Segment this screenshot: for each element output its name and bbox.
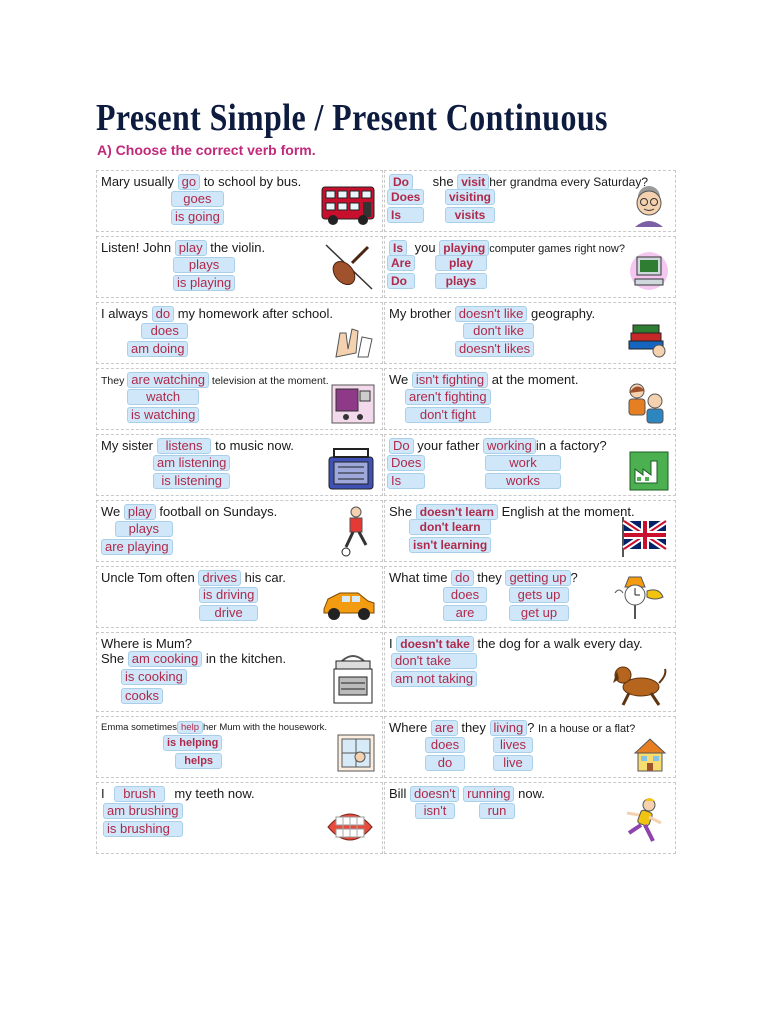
sentence-text: We: [101, 504, 121, 519]
sentence-text: your father: [417, 438, 480, 453]
sentence-text: Mary usually: [101, 174, 174, 189]
answer-option[interactable]: doesn't: [410, 786, 460, 802]
answer-option[interactable]: run: [479, 803, 515, 819]
exercise-cell: [96, 170, 383, 232]
answer-option[interactable]: visits: [445, 207, 495, 223]
sentence-text: in a factory?: [535, 438, 607, 453]
answer-option[interactable]: am cooking: [128, 651, 202, 667]
hands-icon: [332, 323, 376, 359]
answer-option[interactable]: is listening: [153, 473, 230, 489]
exercise-cell: [384, 434, 676, 496]
footballer-icon: [336, 505, 376, 557]
exercise-cell: [96, 500, 383, 562]
exercise-cell: [96, 368, 383, 430]
answer-option[interactable]: do: [451, 570, 473, 586]
answer-option[interactable]: don't take: [391, 653, 477, 669]
runner-icon: [613, 795, 669, 849]
sentence-text: they: [461, 720, 486, 735]
sentence-text: my teeth now.: [174, 786, 255, 801]
radio-icon: [326, 445, 376, 491]
uk-flag-icon: [621, 517, 669, 557]
answer-option[interactable]: doesn't take: [396, 636, 474, 652]
sentence-text: football on Sundays.: [159, 504, 278, 519]
answer-option[interactable]: does: [443, 587, 487, 603]
sentence-text: television at the moment.: [211, 375, 329, 387]
sentence-text: at the moment.: [491, 372, 579, 387]
answer-option[interactable]: don't learn: [409, 519, 491, 535]
answer-option[interactable]: is going: [171, 209, 224, 225]
exercise-cell: [384, 632, 676, 712]
exercise-cell: [96, 782, 383, 854]
sentence-text: her Mum with the housework.: [202, 722, 328, 733]
bus-icon: [320, 183, 376, 227]
answer-option[interactable]: is watching: [127, 407, 199, 423]
sentence-text: ?: [527, 720, 535, 735]
teeth-icon: [324, 805, 376, 849]
kids-fighting-icon: [623, 381, 669, 425]
answer-option[interactable]: plays: [115, 521, 173, 537]
answer-option[interactable]: does: [425, 737, 465, 753]
sentence-text: She: [101, 651, 125, 666]
exercise-cell: [384, 782, 676, 854]
answer-option[interactable]: get up: [509, 605, 569, 621]
answer-option[interactable]: lives: [493, 737, 533, 753]
answer-option[interactable]: are watching: [127, 372, 209, 388]
exercise-cell: [384, 500, 676, 562]
stove-icon: [330, 651, 376, 707]
answer-option[interactable]: visit: [457, 174, 489, 190]
sentence-text: the dog for a walk every day.: [477, 636, 643, 651]
sentence-text: now.: [518, 786, 545, 801]
page-title: Present Simple / Present Continuous: [96, 97, 608, 139]
answer-option[interactable]: brush: [114, 786, 165, 802]
answer-option[interactable]: do: [152, 306, 174, 322]
sentence-text: they: [477, 570, 502, 585]
answer-option[interactable]: play: [124, 504, 156, 520]
exercise-cell: [96, 566, 383, 628]
answer-option[interactable]: isn't learning: [409, 537, 491, 553]
answer-option[interactable]: doesn't likes: [455, 341, 534, 357]
answer-option[interactable]: is brushing: [103, 821, 183, 837]
car-icon: [320, 585, 376, 623]
computer-icon: [629, 249, 669, 293]
house-icon: [631, 735, 669, 773]
books-icon: [625, 319, 669, 359]
sentence-text: Listen! John: [101, 240, 172, 255]
answer-option[interactable]: drives: [198, 570, 241, 586]
sentence-text: In a house or a flat?: [538, 723, 636, 735]
answer-option[interactable]: Is: [387, 207, 424, 223]
sentence-text: She: [389, 504, 413, 519]
answer-option[interactable]: drive: [199, 605, 258, 621]
answer-option[interactable]: playing: [439, 240, 489, 256]
sentence-text: to music now.: [215, 438, 294, 453]
answer-option[interactable]: Does: [387, 189, 424, 205]
answer-option[interactable]: isn't fighting: [412, 372, 488, 388]
answer-option[interactable]: work: [485, 455, 561, 471]
sentence-text: Emma sometimes: [101, 722, 178, 733]
answer-option[interactable]: help: [177, 721, 203, 734]
sentence-text: They: [101, 375, 125, 387]
sentence-text: I: [389, 636, 393, 651]
clock-icon: [611, 573, 669, 623]
dog-icon: [611, 661, 669, 707]
answer-option[interactable]: play: [175, 240, 207, 256]
sentence-text: Uncle Tom often: [101, 570, 195, 585]
answer-option[interactable]: Do: [387, 273, 415, 289]
exercise-cell: [96, 302, 383, 364]
window-icon: [336, 733, 376, 773]
answer-option[interactable]: Does: [387, 455, 425, 471]
answer-option[interactable]: don't like: [463, 323, 534, 339]
sentence-text: My brother: [389, 306, 452, 321]
answer-option[interactable]: listens: [157, 438, 212, 454]
sentence-text: my homework after school.: [177, 306, 334, 321]
exercise-cell: [384, 566, 676, 628]
answer-option[interactable]: am doing: [127, 341, 188, 357]
answer-option[interactable]: am not taking: [391, 671, 477, 687]
answer-option[interactable]: doesn't learn: [416, 504, 498, 520]
exercise-cell: [384, 170, 676, 232]
sentence-text: I always: [101, 306, 148, 321]
exercise-cell: [384, 716, 676, 778]
answer-option[interactable]: am brushing: [103, 803, 183, 819]
exercise-cell: [384, 368, 676, 430]
answer-option[interactable]: are: [431, 720, 458, 736]
answer-option[interactable]: is helping: [163, 735, 222, 751]
answer-option[interactable]: are playing: [101, 539, 173, 555]
grandma-icon: [629, 183, 669, 227]
sentence-text: We: [389, 372, 409, 387]
sentence-text: English at the moment.: [501, 504, 635, 519]
violin-icon: [322, 241, 376, 293]
exercise-cell: [96, 632, 383, 712]
sentence-text: geography.: [531, 306, 596, 321]
answer-option[interactable]: aren't fighting: [405, 389, 491, 405]
answer-option[interactable]: watch: [127, 389, 199, 405]
answer-option[interactable]: Is: [387, 473, 425, 489]
answer-option[interactable]: is playing: [173, 275, 235, 291]
answer-option[interactable]: do: [425, 755, 465, 771]
exercise-cell: [384, 302, 676, 364]
sentence-text: her grandma every Saturday?: [489, 175, 648, 189]
answer-option[interactable]: works: [485, 473, 561, 489]
answer-option[interactable]: helps: [175, 753, 222, 769]
exercise-cell: [96, 236, 383, 298]
factory-icon: [629, 451, 669, 491]
answer-option[interactable]: plays: [435, 273, 487, 289]
sentence-text: Where is Mum?: [101, 636, 193, 651]
answer-option[interactable]: getting up: [505, 570, 570, 586]
answer-option[interactable]: Is: [389, 240, 407, 256]
answer-option[interactable]: live: [493, 755, 533, 771]
sentence-text: she: [432, 174, 454, 189]
answer-option[interactable]: go: [178, 174, 200, 190]
answer-option[interactable]: plays: [173, 257, 235, 273]
sentence-text: Bill: [389, 786, 407, 801]
sentence-text: to school by bus.: [203, 174, 302, 189]
sentence-text: What time: [389, 570, 448, 585]
tv-icon: [330, 383, 376, 425]
answer-option[interactable]: visiting: [445, 189, 495, 205]
sentence-text: his car.: [244, 570, 286, 585]
sentence-text: you: [414, 240, 436, 255]
answer-option[interactable]: doesn't like: [455, 306, 528, 322]
exercise-cell: [96, 434, 383, 496]
sentence-text: computer games right now?: [489, 243, 625, 255]
answer-option[interactable]: cooks: [121, 688, 163, 704]
answer-option[interactable]: working: [483, 438, 536, 454]
sentence-text: ?: [570, 570, 578, 585]
exercise-grid: [96, 170, 676, 858]
sentence-text: My sister: [101, 438, 153, 453]
answer-option[interactable]: is driving: [199, 587, 258, 603]
sentence-text: the violin.: [210, 240, 266, 255]
exercise-cell: [96, 716, 383, 778]
answer-option[interactable]: am listening: [153, 455, 230, 471]
answer-option[interactable]: living: [490, 720, 528, 736]
answer-option[interactable]: play: [435, 255, 487, 271]
sentence-text: in the kitchen.: [205, 651, 287, 666]
sentence-text: I: [101, 786, 105, 801]
answer-option[interactable]: is cooking: [121, 669, 187, 685]
answer-option[interactable]: Do: [389, 438, 414, 454]
answer-option[interactable]: are: [443, 605, 487, 621]
answer-option[interactable]: Are: [387, 255, 415, 271]
sentence-text: Where: [389, 720, 428, 735]
answer-option[interactable]: gets up: [509, 587, 569, 603]
answer-option[interactable]: goes: [171, 191, 224, 207]
answer-option[interactable]: isn't: [415, 803, 455, 819]
answer-option[interactable]: Do: [389, 174, 413, 190]
instruction: A) Choose the correct verb form.: [97, 142, 316, 158]
exercise-cell: [384, 236, 676, 298]
answer-option[interactable]: running: [463, 786, 514, 802]
answer-option[interactable]: don't fight: [405, 407, 491, 423]
answer-option[interactable]: does: [141, 323, 188, 339]
